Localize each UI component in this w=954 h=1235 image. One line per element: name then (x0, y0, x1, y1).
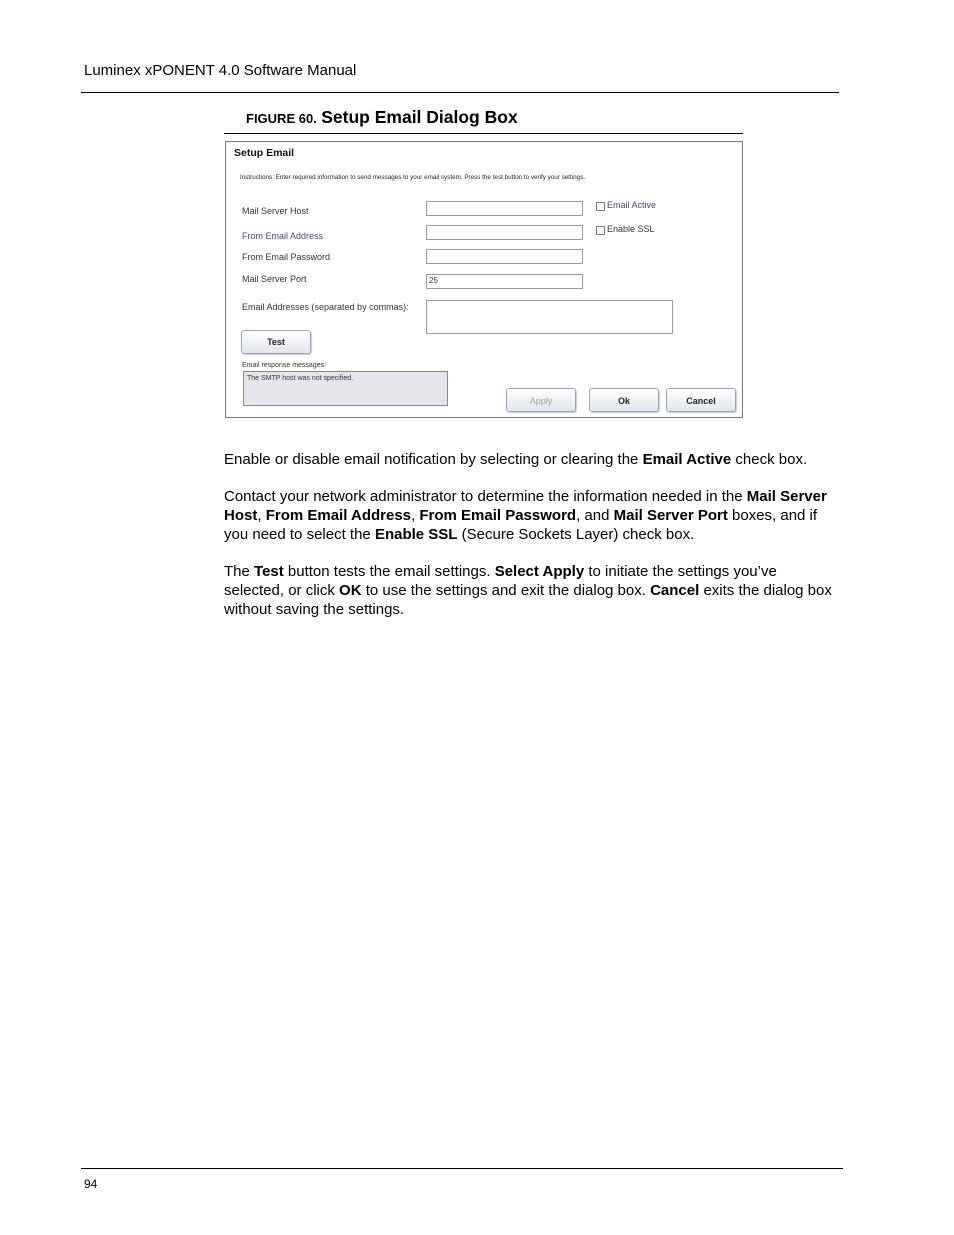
header-rule (81, 92, 839, 93)
from-email-address-label: From Email Address (242, 231, 324, 241)
figure-rule (224, 133, 743, 134)
setup-email-dialog (225, 141, 743, 418)
email-response-text: The SMTP host was not specified. (247, 375, 354, 382)
mail-server-host-label: Mail Server Host (242, 206, 309, 216)
from-email-password-label: From Email Password (242, 252, 331, 262)
cancel-button[interactable]: Cancel (666, 388, 736, 412)
apply-button[interactable]: Apply (506, 388, 576, 412)
dialog-instructions: Instructions: Enter required information to send messages to your email system. Press the test button to verify your settings. (240, 174, 586, 181)
paragraph-network-admin: Contact your network administrator to determine the information needed in the Mail Server Host, From Email Address, From Email Password, and Mail Server Port boxes, and if you need to select the Enable SSL (Secure Sockets Layer) check box. (224, 488, 827, 543)
paragraph-email-active: Enable or disable email notification by selecting or clearing the Email Active check box. (224, 451, 808, 468)
email-active-checkbox[interactable] (596, 202, 605, 211)
from-email-address-input[interactable] (426, 225, 583, 240)
from-email-password-input[interactable] (426, 249, 583, 264)
figure-number: FIGURE 60. (246, 111, 317, 126)
enable-ssl-label: Enable SSL (607, 224, 655, 234)
footer-rule (81, 1168, 843, 1169)
paragraph-buttons: The Test button tests the email settings. Select Apply to initiate the settings you’ve selected, or click OK to use the settings and exit the dialog box. Cancel exits the dialog box without saving the settings. (224, 563, 832, 618)
dialog-title: Setup Email (234, 147, 295, 159)
email-response-label: Email response messages: (242, 362, 327, 369)
page-number: 94 (84, 1177, 98, 1191)
ok-button[interactable]: Ok (589, 388, 659, 412)
enable-ssl-checkbox[interactable] (596, 226, 605, 235)
mail-server-host-input[interactable] (426, 201, 583, 216)
email-addresses-label: Email Addresses (separated by commas): (242, 302, 409, 312)
email-addresses-input[interactable] (426, 300, 673, 334)
figure-caption (246, 107, 518, 128)
figure-title: Setup Email Dialog Box (321, 107, 518, 127)
running-header: Luminex xPONENT 4.0 Software Manual (84, 62, 357, 79)
mail-server-port-input[interactable]: 25 (426, 274, 583, 289)
email-active-label: Email Active (607, 200, 657, 210)
email-response-box (243, 371, 448, 406)
test-button[interactable]: Test (241, 330, 311, 354)
mail-server-port-label: Mail Server Port (242, 274, 307, 284)
